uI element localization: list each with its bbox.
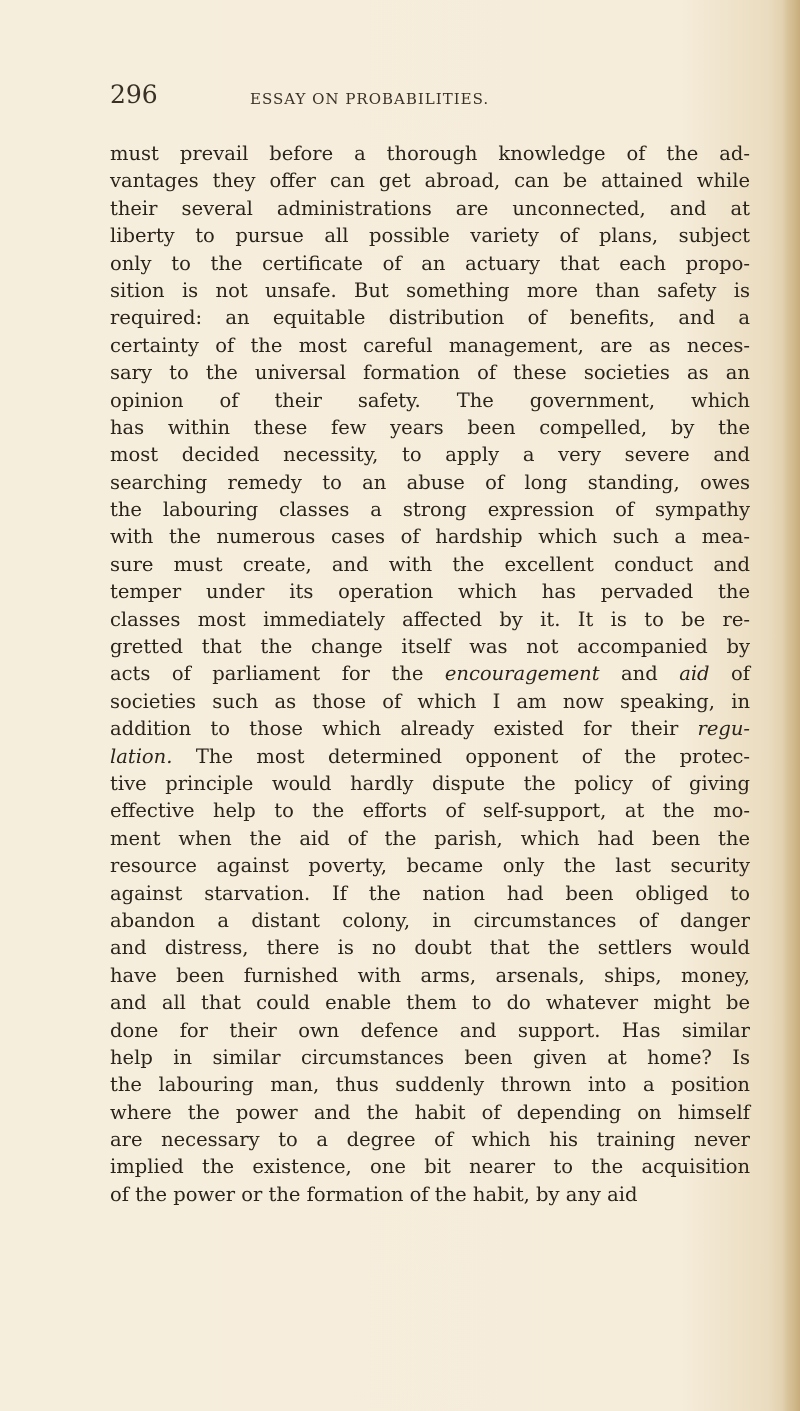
text-line: vantages they offer can get abroad, can be attained while bbox=[110, 169, 750, 193]
running-head: ESSAY ON PROBABILITIES. bbox=[250, 90, 490, 108]
text-line: most decided necessity, to apply a very severe and bbox=[110, 443, 750, 467]
text-line: have been furnished with arms, arsenals, ships, money, bbox=[110, 963, 750, 987]
text-line: their several administrations are unconnected, and at bbox=[110, 196, 750, 220]
emphasis-word: regu- bbox=[697, 717, 750, 741]
text-line: abandon a distant colony, in circumstances of danger bbox=[110, 908, 750, 932]
text-line: implied the existence, one bit nearer to the acquisition bbox=[110, 1155, 750, 1179]
text-line: has within these few years been compelled, by the bbox=[110, 415, 750, 439]
text-line: help in similar circumstances been given at home? Is bbox=[110, 1045, 750, 1069]
emphasis-word: aid bbox=[679, 662, 710, 686]
text-line-with-emphasis bbox=[110, 715, 750, 742]
text-segment: acts of parliament for the bbox=[110, 662, 424, 686]
text-line: required: an equitable distribution of benefits, and a bbox=[110, 306, 750, 330]
text-segment: of bbox=[731, 662, 750, 686]
text-line-with-emphasis bbox=[110, 660, 750, 687]
emphasis-word: encouragement bbox=[444, 662, 600, 686]
text-line: effective help to the efforts of self-support, at the mo- bbox=[110, 799, 750, 823]
text-line: sure must create, and with the excellent conduct and bbox=[110, 552, 750, 576]
page-edge-shadow bbox=[782, 0, 800, 1411]
text-line: of the power or the formation of the habit, by any aid bbox=[110, 1182, 638, 1206]
text-line: against starvation. If the nation had been obliged to bbox=[110, 881, 750, 905]
text-line: and all that could enable them to do whatever might be bbox=[110, 991, 750, 1015]
text-line: the labouring man, thus suddenly thrown into a position bbox=[110, 1073, 750, 1097]
text-line: resource against poverty, became only the last security bbox=[110, 854, 750, 878]
text-line: tive principle would hardly dispute the policy of giving bbox=[110, 771, 750, 795]
text-line: only to the certificate of an actuary that each propo- bbox=[110, 251, 750, 275]
text-segment: and bbox=[621, 662, 658, 686]
text-line: where the power and the habit of depending on himself bbox=[110, 1100, 750, 1124]
text-line: are necessary to a degree of which his training never bbox=[110, 1128, 750, 1152]
text-line: gretted that the change itself was not accompanied by bbox=[110, 635, 750, 659]
text-line: with the numerous cases of hardship which such a mea- bbox=[110, 525, 750, 549]
text-line: ment when the aid of the parish, which had been the bbox=[110, 826, 750, 850]
text-segment: The most determined opponent of the protec- bbox=[195, 744, 750, 768]
text-line: done for their own defence and support. Has similar bbox=[110, 1018, 750, 1042]
page-number: 296 bbox=[110, 80, 158, 109]
text-line: temper under its operation which has pervaded the bbox=[110, 580, 750, 604]
page-header bbox=[110, 80, 690, 120]
text-segment: addition to those which already existed for their bbox=[110, 717, 679, 741]
text-line: classes most immediately affected by it. It is to be re- bbox=[110, 607, 750, 631]
text-line: sary to the universal formation of these societies as an bbox=[110, 361, 750, 385]
text-line: opinion of their safety. The government, which bbox=[110, 388, 750, 412]
text-line: liberty to pursue all possible variety of plans, subject bbox=[110, 224, 750, 248]
text-line: certainty of the most careful management, are as neces- bbox=[110, 333, 750, 357]
text-line: societies such as those of which I am now speaking, in bbox=[110, 689, 750, 713]
text-line-with-emphasis bbox=[110, 743, 750, 770]
text-line: and distress, there is no doubt that the settlers would bbox=[110, 936, 750, 960]
text-line: searching remedy to an abuse of long standing, owes bbox=[110, 470, 750, 494]
text-line: the labouring classes a strong expression of sympathy bbox=[110, 498, 750, 522]
text-line: sition is not unsafe. But something more than safety is bbox=[110, 278, 750, 302]
text-line: must prevail before a thorough knowledge of the ad- bbox=[110, 142, 750, 165]
body-text bbox=[110, 140, 750, 1208]
emphasis-word: lation. bbox=[110, 744, 173, 768]
